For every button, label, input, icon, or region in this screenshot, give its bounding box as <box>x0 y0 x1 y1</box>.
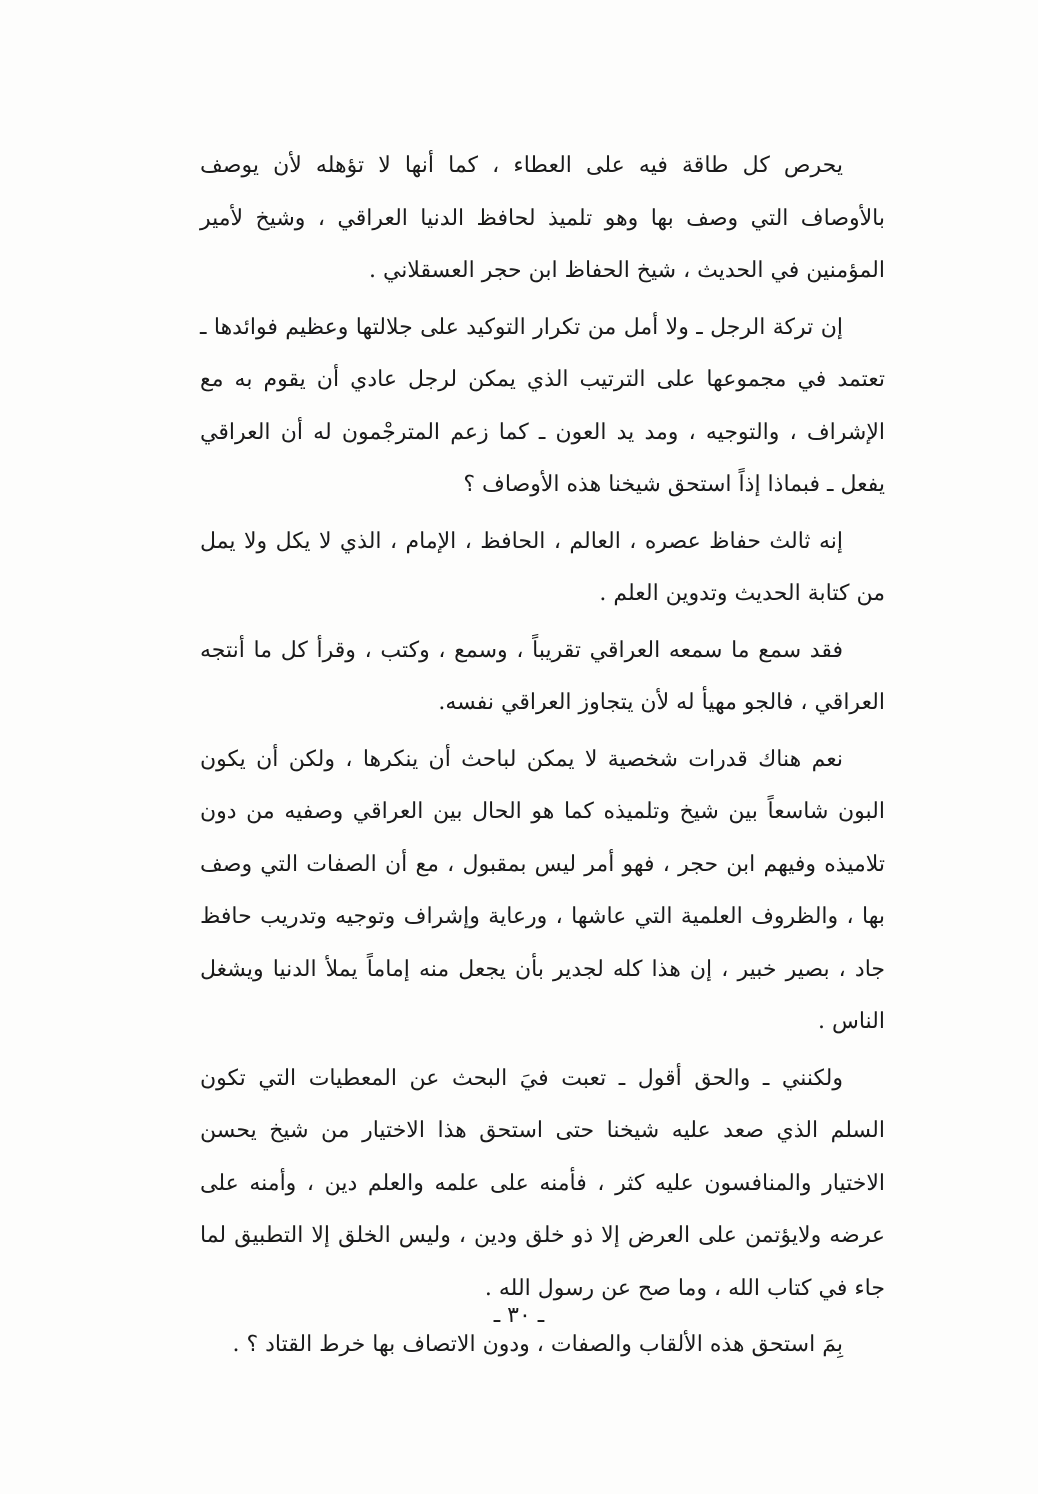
paragraph-4: فقد سمع ما سمعه العراقي تقريباً ، وسمع ، وكتب ، وقرأ كل ما أنتجه العراقي ، فالجو مهيأ له لأن يتجاوز العراقي نفسه. <box>200 637 885 715</box>
page-number: ـ ٣٠ ـ <box>493 1303 545 1328</box>
paragraph-3: إنه ثالث حفاظ عصره ، العالم ، الحافظ ، الإمام ، الذي لا يكل ولا يمل من كتابة الحديث وتدوين العلم . <box>200 528 885 606</box>
paragraph-2: إن تركة الرجل ـ ولا أمل من تكرار التوكيد على جلالتها وعظيم فوائدها ـ تعتمد في مجموعها على الترتيب الذي يمكن لرجل عادي أن يقوم به مع الإشراف ، والتوجيه ، ومد يد العون ـ كما زعم المترجْمون له أن العراقي يفعل ـ فبماذا إذاً استحق شيخنا هذه الأوصاف ؟ <box>200 314 886 497</box>
paragraph-5: نعم هناك قدرات شخصية لا يمكن لباحث أن ينكرها ، ولكن أن يكون البون شاسعاً بين شيخ وتلميذه كما هو الحال بين العراقي وصفيه من دون تلاميذه وفيهم ابن حجر ، فهو أمر ليس بمقبول ، مع أن الصفات التي وصف بها ، والظروف العلمية التي عاشها ، ورعاية وإشراف وتوجيه وتدريب حافظ جاد ، بصير خبير ، إن هذا كله لجدير بأن يجعل منه إماماً يملأ الدنيا ويشغل الناس . <box>200 746 885 1034</box>
paragraph-7: بِمَ استحق هذه الألقاب والصفات ، ودون الاتصاف بها خرط القتاد ؟ . <box>232 1332 843 1357</box>
body-text <box>200 140 885 1376</box>
paragraph-6: ولكنني ـ والحق أقول ـ تعبت فيَ البحث عن المعطيات التي تكون السلم الذي صعد عليه شيخنا حتى استحق هذا الاختيار من شيخ يحسن الاختيار والمنافسون عليه كثر ، فأمنه على علمه والعلم دين ، وأمنه على عرضه ولايؤتمن على العرض إلا ذو خلق ودين ، وليس الخلق إلا التطبيق لما جاء في كتاب الله ، وما صح عن رسول الله . <box>200 1065 885 1301</box>
paragraph-1: يحرص كل طاقة فيه على العطاء ، كما أنها لا تؤهله لأن يوصف بالأوصاف التي وصف بها وهو تلميذ لحافظ الدنيا العراقي ، وشيخ لأمير المؤمنين في الحديث ، شيخ الحفاظ ابن حجر العسقلاني . <box>200 153 885 283</box>
